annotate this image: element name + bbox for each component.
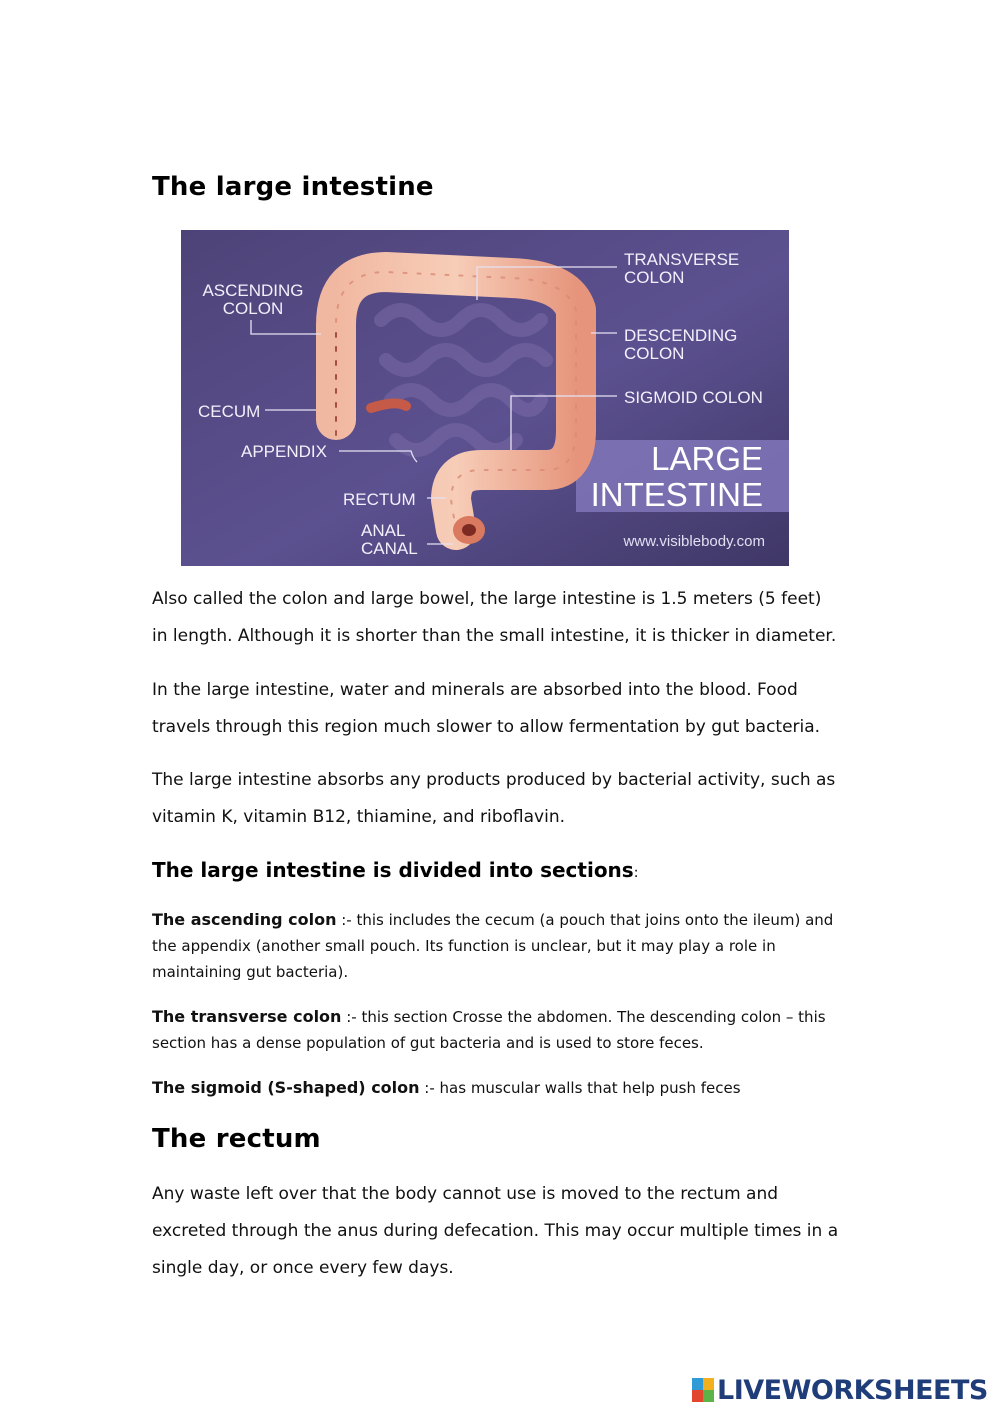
paragraph-vitamins: The large intestine absorbs any products produced by bacterial activity, such as vitamin K, vitamin B12, thiamine, and riboflavin. — [152, 770, 836, 827]
section-title-rectum: The rectum — [152, 1124, 321, 1154]
desc-ascending: :- this includes the cecum (a pouch that joins onto the ileum) and the appendix (another small pouch. Its function is unclear, but it may play a role in maintaining gut bacteria). — [152, 911, 834, 981]
label-rectum: RECTUM — [343, 490, 416, 509]
term-transverse: The transverse colon — [152, 1007, 342, 1026]
paragraph-colon-length: Also called the colon and large bowel, the large intestine is 1.5 meters (5 feet) in length. Although it is shorter than the small intestine, it is thicker in diameter. — [152, 589, 837, 646]
label-cecum: CECUM — [198, 402, 261, 421]
diagram-title-large: LARGE — [651, 440, 763, 477]
diagram-title-intestine: INTESTINE — [590, 476, 763, 513]
label-transverse-2: COLON — [624, 268, 685, 287]
label-anal-2: CANAL — [361, 539, 418, 558]
sections-heading-text: The large intestine is divided into sections — [152, 858, 634, 882]
paragraph-absorption: In the large intestine, water and minerals are absorbed into the blood. Food travels through this region much slower to allow fermentation by gut bacteria. — [152, 680, 821, 737]
label-ascending-2: COLON — [222, 299, 284, 318]
label-transverse-1: TRANSVERSE — [624, 250, 740, 269]
sections-heading-colon: : — [633, 865, 639, 881]
desc-sigmoid: :- has muscular walls that help push feces — [419, 1079, 741, 1097]
diagram-credit: www.visiblebody.com — [623, 533, 765, 550]
sections-heading — [152, 858, 638, 882]
desc-transverse: :- this section Crosse the abdomen. The descending colon – this section has a dense population of gut bacteria and is used to store feces. — [152, 1008, 826, 1052]
list-item-transverse — [152, 1004, 842, 1056]
label-anal-1: ANAL — [361, 521, 406, 540]
label-sigmoid: SIGMOID COLON — [624, 388, 763, 407]
liveworksheets-logo[interactable] — [692, 1374, 988, 1406]
section-title-large-intestine: The large intestine — [152, 172, 434, 202]
term-sigmoid: The sigmoid (S-shaped) colon — [152, 1078, 420, 1097]
label-appendix: APPENDIX — [241, 442, 327, 461]
label-ascending-1: ASCENDING — [202, 281, 304, 300]
label-descending-2: COLON — [624, 344, 685, 363]
large-intestine-diagram — [181, 230, 789, 566]
paragraph-rectum: Any waste left over that the body cannot use is moved to the rectum and excreted through the anus during defecation. This may occur multiple times in a single day, or once every few days. — [152, 1184, 839, 1278]
list-item-sigmoid — [152, 1075, 842, 1101]
term-ascending: The ascending colon — [152, 910, 337, 929]
logo-text: LIVEWORKSHEETS — [717, 1374, 988, 1406]
logo-mark-icon — [692, 1378, 714, 1402]
list-item-ascending — [152, 907, 842, 985]
label-descending-1: DESCENDING — [624, 326, 738, 345]
